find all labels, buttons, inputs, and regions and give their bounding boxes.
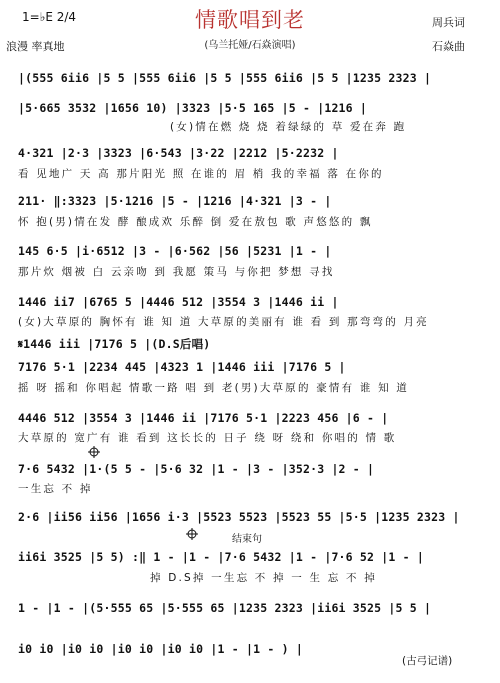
score-row-6-lyrics: (女)大草原的 胸怀有 谁 知 道 大草原的美丽有 谁 看 到 那弯弯的 月亮	[18, 316, 429, 328]
score-row-3-notes: 4·321 |2·3 |3323 |6·543 |3·22 |2212 |5·2232 |	[18, 146, 339, 160]
score-row-8-lyrics: 摇 呀 摇和 你唱起 情歌一路 唱 到 老(男)大草原的 豪情有 谁 知 道	[18, 382, 410, 394]
coda-label: 结束句	[232, 534, 262, 545]
score-row-11-notes: 2·6 |ii56 ii56 |1656 i·3 |5523 5523 |5523 55 |5·5 |1235 2323 |	[18, 510, 460, 524]
score-row-5-notes: 145 6·5 |i·6512 |3 - |6·562 |56 |5231 |1 - |	[18, 244, 332, 258]
score-row-9-notes: 4446 512 |3554 3 |1446 ii |7176 5·1 |2223 456 |6 - |	[18, 411, 389, 425]
score-row-2-lyrics: (女)情在燃 烧 烧 着绿绿的 草 爱在奔 跑	[170, 121, 407, 133]
score-row-10-lyrics: 一生忘 不 掉	[18, 483, 93, 495]
lyricist-credit: 周兵词	[432, 16, 465, 29]
song-title: 情歌唱到老	[195, 8, 305, 32]
performer-subtitle: (乌兰托娅/石焱演唱)	[204, 40, 296, 51]
score-row-7-notes: 𝄋1446 iii |7176 5 |(D.S后唱)	[18, 337, 211, 351]
score-row-5-lyrics: 那片炊 烟被 白 云亲吻 到 我愿 策马 与你把 梦想 寻找	[18, 266, 335, 278]
score-row-12-lyrics: 掉 D.S掉 一生忘 不 掉 一 生 忘 不 掉	[150, 572, 377, 584]
score-row-4-lyrics: 怀 抱(男)情在发 酵 酿成欢 乐醉 倒 爱在敖包 歌 声悠悠的 飘	[18, 216, 373, 228]
score-row-2-notes: |5·665 3532 |1656 10) |3323 |5·5 165 |5 - |1216 |	[18, 101, 368, 115]
score-row-3-lyrics: 看 见地广 天 高 那片阳光 照 在谁的 眉 梢 我的幸福 落 在你的	[18, 168, 384, 180]
score-row-6-notes: 1446 ii7 |6765 5 |4446 512 |3554 3 |1446 ii |	[18, 295, 339, 309]
score-row-14-notes: i0 i0 |i0 i0 |i0 i0 |i0 i0 |1 - |1 - ) |	[18, 642, 303, 656]
coda-symbol-icon	[186, 528, 198, 540]
score-row-4-notes: 211· ‖:3323 |5·1216 |5 - |1216 |4·321 |3 - |	[18, 194, 332, 208]
tempo-marking: 浪漫 率真地	[6, 40, 65, 53]
composer-credit: 石焱曲	[432, 40, 465, 53]
key-signature: 1=♭E 2/4	[22, 10, 77, 24]
score-row-12-notes: ii6i 3525 |5 5) :‖ 1 - |1 - |7·6 5432 |1 - |7·6 52 |1 - |	[18, 550, 425, 564]
score-row-10-notes: 7·6 5432 |1·(5 5 - |5·6 32 |1 - |3 - |352·3 |2 - |	[18, 462, 375, 476]
coda-symbol-icon	[88, 446, 100, 458]
score-row-8-notes: 7176 5·1 |2234 445 |4323 1 |1446 iii |7176 5 |	[18, 360, 346, 374]
transcriber-credit: (古弓记谱)	[402, 655, 453, 667]
score-row-13-notes: 1 - |1 - |(5·555 65 |5·555 65 |1235 2323 |ii6i 3525 |5 5 |	[18, 601, 432, 615]
score-row-9-lyrics: 大草原的 宽广有 谁 看到 这长长的 日子 绕 呀 绕和 你唱的 情 歌	[18, 432, 397, 444]
score-row-1-notes: |(555 6ii6 |5 5 |555 6ii6 |5 5 |555 6ii6 |5 5 |1235 2323 |	[18, 71, 432, 85]
